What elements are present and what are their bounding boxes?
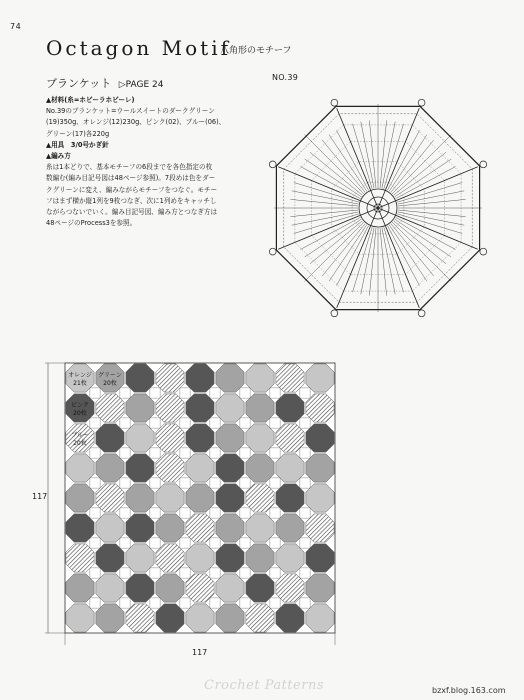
joining-square [180, 598, 190, 608]
joining-square [240, 478, 250, 488]
stitch-line [392, 135, 451, 194]
joining-square [210, 568, 220, 578]
octagon-motif-green [246, 394, 274, 422]
stitch-line [398, 210, 466, 217]
octagon-motif-pink [156, 604, 184, 632]
octagon-motif-orange [216, 394, 244, 422]
corner-picot [331, 310, 338, 317]
octagon-motif-pink [216, 454, 244, 482]
joining-square [120, 508, 130, 518]
page-reference: ▷PAGE 24 [118, 80, 164, 90]
stitch-line [389, 135, 427, 192]
joining-square [270, 568, 280, 578]
octagon-motif-orange [246, 364, 274, 392]
motif-spoke [337, 208, 378, 308]
corner-picot [480, 248, 487, 255]
octagon-motif-green [156, 574, 184, 602]
instruction-heading: ▲編み方 [46, 152, 71, 161]
joining-square [270, 388, 280, 398]
page-title: Octagon Motif [46, 36, 231, 60]
stitch-line [369, 120, 376, 188]
octagon-motif-orange [246, 514, 274, 542]
octagon-motif-pink [216, 484, 244, 512]
joining-square [120, 388, 130, 398]
octagon-motif-pink [126, 514, 154, 542]
motif-spoke [378, 108, 419, 208]
joining-square [210, 388, 220, 398]
octagon-motif-green [216, 604, 244, 632]
joining-square [240, 598, 250, 608]
page-subtitle: 八角形のモチーフ [220, 46, 292, 56]
octagon-motif-pink [276, 604, 304, 632]
octagon-motif-blue [96, 484, 124, 512]
joining-square [90, 418, 100, 428]
stitch-line [322, 140, 365, 193]
octagon-motif-blue [156, 394, 184, 422]
octagon-motif-blue [96, 394, 124, 422]
stitch-line [305, 219, 362, 257]
motif-spoke [278, 208, 378, 249]
stitch-line [310, 152, 363, 195]
stitch-line [395, 159, 452, 197]
octagon-motif-green [186, 484, 214, 512]
joining-square [270, 478, 280, 488]
stitch-line [398, 199, 466, 206]
instructions-text [46, 95, 264, 229]
joining-square [300, 508, 310, 518]
octagon-motif-green [96, 604, 124, 632]
stitch-line [329, 225, 367, 282]
stitch-line [392, 222, 451, 281]
height-dimension-label: 117 [32, 492, 48, 501]
joining-square [180, 418, 190, 428]
joining-square [210, 418, 220, 428]
joining-square [240, 568, 250, 578]
joining-square [150, 448, 160, 458]
joining-square [210, 508, 220, 518]
stitch-line [382, 228, 395, 295]
joining-square [210, 598, 220, 608]
watermark: Crochet Patterns [204, 678, 325, 693]
octagon-motif-orange [276, 454, 304, 482]
octagon-motif-pink [246, 574, 274, 602]
octagon-motif-green [216, 514, 244, 542]
octagon-motif-pink [66, 514, 94, 542]
stitch-line [380, 228, 387, 296]
motif-spoke [278, 167, 378, 208]
octagon-motif-blue [186, 574, 214, 602]
octagon-motif-blue [276, 424, 304, 452]
instruction-line: グリーン(17)各220g [46, 129, 110, 138]
joining-square [90, 508, 100, 518]
joining-square [300, 568, 310, 578]
stitch-line [329, 135, 367, 192]
legend-count-label: 21枚 [73, 380, 87, 387]
octagon-motif-pink [186, 394, 214, 422]
octagon-motif-orange [306, 604, 334, 632]
octagon-motif-blue [186, 514, 214, 542]
octagon-motif-green [276, 514, 304, 542]
stitch-line [395, 219, 452, 257]
joining-square [150, 598, 160, 608]
octagon-motif-blue [246, 484, 274, 512]
octagon-motif-green [246, 454, 274, 482]
octagon-motif-green [66, 574, 94, 602]
joining-square [90, 568, 100, 578]
section-heading [46, 75, 163, 91]
octagon-motif-blue [156, 454, 184, 482]
octagon-motif-orange [276, 544, 304, 572]
joining-square [90, 478, 100, 488]
joining-square [180, 568, 190, 578]
octagon-motif-pink [216, 544, 244, 572]
legend-count-label: 20枚 [103, 380, 117, 387]
octagon-motif-orange [306, 364, 334, 392]
octagon-motif-chart [260, 90, 496, 326]
joining-square [150, 388, 160, 398]
joining-square [300, 478, 310, 488]
stitch-line [361, 228, 374, 295]
instruction-heading: ▲用具 3/0号かぎ針 [46, 140, 109, 149]
octagon-motif-blue [126, 604, 154, 632]
motif-spoke [378, 167, 478, 208]
octagon-motif-green [126, 394, 154, 422]
blanket-layout-diagram [40, 355, 340, 645]
joining-square [270, 538, 280, 548]
octagon-motif-orange [66, 604, 94, 632]
octagon-motif-orange [126, 544, 154, 572]
joining-square [210, 538, 220, 548]
octagon-motif-blue [276, 364, 304, 392]
joining-square [120, 568, 130, 578]
octagon-motif-blue [156, 424, 184, 452]
section-name: ブランケット [46, 77, 112, 90]
joining-square [240, 388, 250, 398]
legend-count-label: 20枚 [73, 440, 87, 447]
stitch-line [369, 228, 376, 296]
joining-square [150, 538, 160, 548]
instruction-line: 48ページのProcess3を参照。 [46, 219, 137, 228]
legend-color-label: グリーン [98, 372, 122, 379]
stitch-line [305, 222, 364, 281]
joining-square [120, 538, 130, 548]
joining-square [120, 448, 130, 458]
joining-square [270, 418, 280, 428]
corner-picot [331, 99, 338, 106]
octagon-motif-green [126, 484, 154, 512]
corner-picot [269, 161, 276, 168]
octagon-motif-orange [186, 454, 214, 482]
joining-square [150, 478, 160, 488]
joining-square [240, 538, 250, 548]
octagon-motif-blue [276, 574, 304, 602]
legend-color-label: ブルー [71, 432, 89, 439]
stitch-line [361, 122, 374, 189]
joining-square [270, 448, 280, 458]
joining-square [300, 388, 310, 398]
stitch-line [398, 191, 465, 204]
octagon-motif-orange [216, 574, 244, 602]
joining-square [150, 418, 160, 428]
octagon-motif-orange [156, 484, 184, 512]
joining-square [240, 418, 250, 428]
instruction-heading: ▲材料(糸=ホビーラホビーレ) [46, 96, 135, 104]
stitch-line [292, 212, 359, 225]
corner-picot [418, 99, 425, 106]
joining-square [180, 448, 190, 458]
octagon-motif-orange [126, 424, 154, 452]
octagon-motif-orange [246, 424, 274, 452]
joining-square [300, 418, 310, 428]
octagon-motif-blue [66, 544, 94, 572]
legend-count-label: 20枚 [73, 410, 87, 417]
instruction-line: ながらつないでいく。編み目記号図、編み方とつなぎ方は [46, 208, 218, 217]
stitch-line [290, 210, 358, 217]
corner-picot [418, 310, 425, 317]
joining-square [90, 598, 100, 608]
octagon-motif-blue [156, 364, 184, 392]
octagon-motif-green [156, 514, 184, 542]
octagon-motif-blue [156, 544, 184, 572]
motif-spoke [337, 108, 378, 208]
octagon-motif-orange [66, 454, 94, 482]
octagon-motif-green [216, 364, 244, 392]
octagon-motif-pink [186, 424, 214, 452]
joining-square [240, 448, 250, 458]
octagon-motif-pink [186, 364, 214, 392]
stitch-line [382, 122, 395, 189]
motif-number-label: NO.39 [272, 73, 299, 82]
octagon-motif-blue [246, 604, 274, 632]
joining-square [90, 388, 100, 398]
octagon-motif-green [306, 454, 334, 482]
joining-square [150, 508, 160, 518]
stitch-line [305, 135, 364, 194]
motif-spoke [378, 208, 478, 249]
instruction-line: フはまず横か縦1列を9枚つなぎ、次に1列めをキャッチし [46, 196, 217, 205]
joining-square [120, 598, 130, 608]
joining-square [120, 478, 130, 488]
source-url: bzxf.blog.163.com [432, 686, 506, 695]
corner-picot [269, 248, 276, 255]
joining-square [300, 598, 310, 608]
octagon-motif-pink [96, 424, 124, 452]
octagon-motif-pink [276, 394, 304, 422]
octagon-motif-green [306, 574, 334, 602]
joining-square [210, 448, 220, 458]
octagon-motif-pink [96, 544, 124, 572]
stitch-line [380, 120, 387, 188]
octagon-motif-green [246, 544, 274, 572]
width-dimension-label: 117 [192, 648, 208, 657]
stitch-line [322, 224, 365, 277]
stitch-line [389, 225, 427, 282]
octagon-motif-pink [126, 454, 154, 482]
octagon-motif-blue [306, 514, 334, 542]
instruction-line: 糸は1本どりで、基本モチーフの6段までを各色指定の枚 [46, 163, 213, 172]
joining-square [90, 448, 100, 458]
octagon-motif-green [216, 424, 244, 452]
joining-square [180, 478, 190, 488]
octagon-motif-pink [126, 364, 154, 392]
joining-square [120, 418, 130, 428]
legend-color-label: オレンジ [68, 372, 92, 379]
stitch-line [290, 199, 358, 206]
joining-square [270, 598, 280, 608]
octagon-motif-pink [306, 424, 334, 452]
joining-square [180, 508, 190, 518]
joining-square [180, 538, 190, 548]
instruction-line: No.39のブランケット=ウールスイートのダークグリーン [46, 107, 215, 116]
octagon-motif-pink [306, 544, 334, 572]
octagon-motif-green [66, 484, 94, 512]
instruction-line: (19)350g、オレンジ(12)230g、ピンク(02)、ブルー(06)、 [46, 118, 226, 127]
joining-square [180, 388, 190, 398]
joining-square [300, 448, 310, 458]
instruction-line: 数編む(編み目記号図は48ページ参照)。7段めは色をダー [46, 174, 216, 183]
stitch-line [305, 159, 362, 197]
joining-square [240, 508, 250, 518]
octagon-motif-orange [96, 574, 124, 602]
instruction-line: クグリーンに変え、編みながらモチーフをつなぐ。モチー [46, 185, 218, 194]
octagon-motif-pink [276, 484, 304, 512]
motif-spoke [378, 208, 419, 308]
joining-square [300, 538, 310, 548]
page-number: 74 [10, 22, 22, 31]
joining-square [90, 538, 100, 548]
joining-square [270, 508, 280, 518]
octagon-motif-orange [306, 484, 334, 512]
octagon-motif-orange [96, 514, 124, 542]
octagon-motif-pink [126, 574, 154, 602]
octagon-motif-orange [186, 544, 214, 572]
octagon-motif-orange [186, 604, 214, 632]
legend-color-label: ピンク [71, 402, 89, 409]
corner-picot [480, 161, 487, 168]
stitch-line [398, 212, 465, 225]
joining-square [150, 568, 160, 578]
stitch-line [292, 191, 359, 204]
octagon-motif-green [96, 454, 124, 482]
octagon-motif-blue [306, 394, 334, 422]
joining-square [210, 478, 220, 488]
